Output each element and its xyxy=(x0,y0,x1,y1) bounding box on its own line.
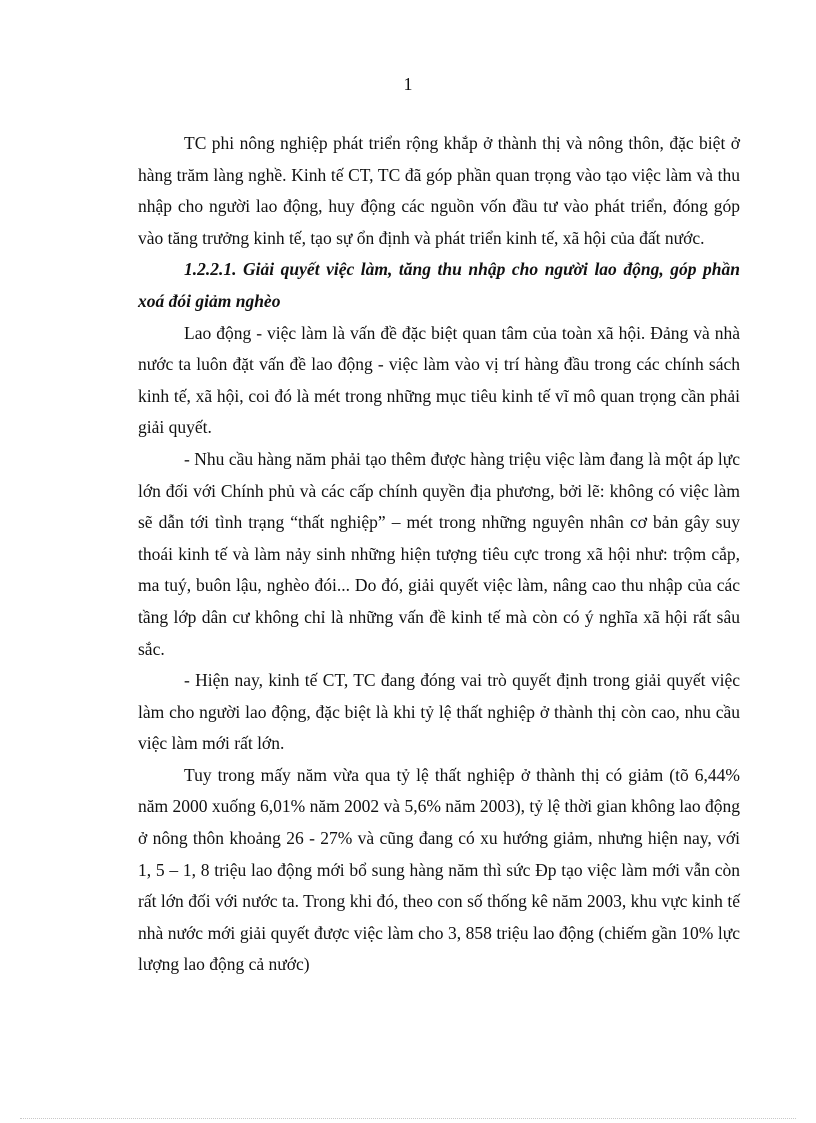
paragraph-intro: TC phi nông nghiệp phát triển rộng khắp ở thành thị và nông thôn, đặc biệt ở hàng trăm làng nghề. Kinh tế CT, TC đã góp phần quan trọng vào tạo việc làm và thu nhập cho người lao động, huy động các nguồn vốn đầu tư vào phát triển, đóng góp vào tăng trưởng kinh tế, tạo sự ổn định và phát triển kinh tế, xã hội của đất nước. xyxy=(138,133,740,248)
paragraph-job-demand: - Nhu cầu hàng năm phải tạo thêm được hàng triệu việc làm đang là một áp lực lớn đối với Chính phủ và các cấp chính quyền địa phương, bởi lẽ: không có việc làm sẽ dẫn tới tình trạng “thất nghiệp” – mét trong những nguyên nhân cơ bản gây suy thoái kinh tế và làm nảy sinh những hiện tượng tiêu cực trong xã hội như: trộm cắp, ma tuý, buôn lậu, nghèo đói... Do đó, giải quyết việc làm, nâng cao thu nhập của các tầng lớp dân cư không chỉ là những vấn đề kinh tế mà còn có ý nghĩa xã hội rất sâu sắc. xyxy=(138,448,740,659)
page-bottom-divider xyxy=(20,1118,796,1119)
page-number: 1 xyxy=(403,74,413,94)
section-heading: 1.2.2.1. Giải quyết việc làm, tăng thu nhập cho người lao động, góp phần xoá đói giảm nghèo xyxy=(138,259,740,311)
paragraph-current-role: - Hiện nay, kinh tế CT, TC đang đóng vai trò quyết định trong giải quyết việc làm cho người lao động, đặc biệt là khi tỷ lệ thất nghiệp ở thành thị còn cao, nhu cầu việc làm mới rất lớn. xyxy=(138,670,740,754)
document-body xyxy=(138,128,740,981)
paragraph-unemployment-stats: Tuy trong mấy năm vừa qua tỷ lệ thất nghiệp ở thành thị có giảm (tõ 6,44% năm 2000 xuống 6,01% năm 2002 và 5,6% năm 2003), tỷ lệ thời gian không lao động ở nông thôn khoảng 26 - 27% và cũng đang có xu hướng giảm, nhưng hiện nay, với 1, 5 – 1, 8 triệu lao động mới bổ sung hàng năm thì sức Đp tạo việc làm mới vẫn còn rất lớn đối với nước ta. Trong khi đó, theo con số thống kê năm 2003, khu vực kinh tế nhà nước mới giải quyết được việc làm cho 3, 858 triệu lao động (chiếm gần 10% lực lượng lao động cả nước) xyxy=(138,764,740,975)
paragraph-labor-employment: Lao động - việc làm là vấn đề đặc biệt quan tâm của toàn xã hội. Đảng và nhà nước ta luôn đặt vấn đề lao động - việc làm vào vị trí hàng đầu trong các chính sách kinh tế, xã hội, coi đó là mét trong những mục tiêu kinh tế vĩ mô quan trọng cần phải giải quyết. xyxy=(138,322,740,438)
